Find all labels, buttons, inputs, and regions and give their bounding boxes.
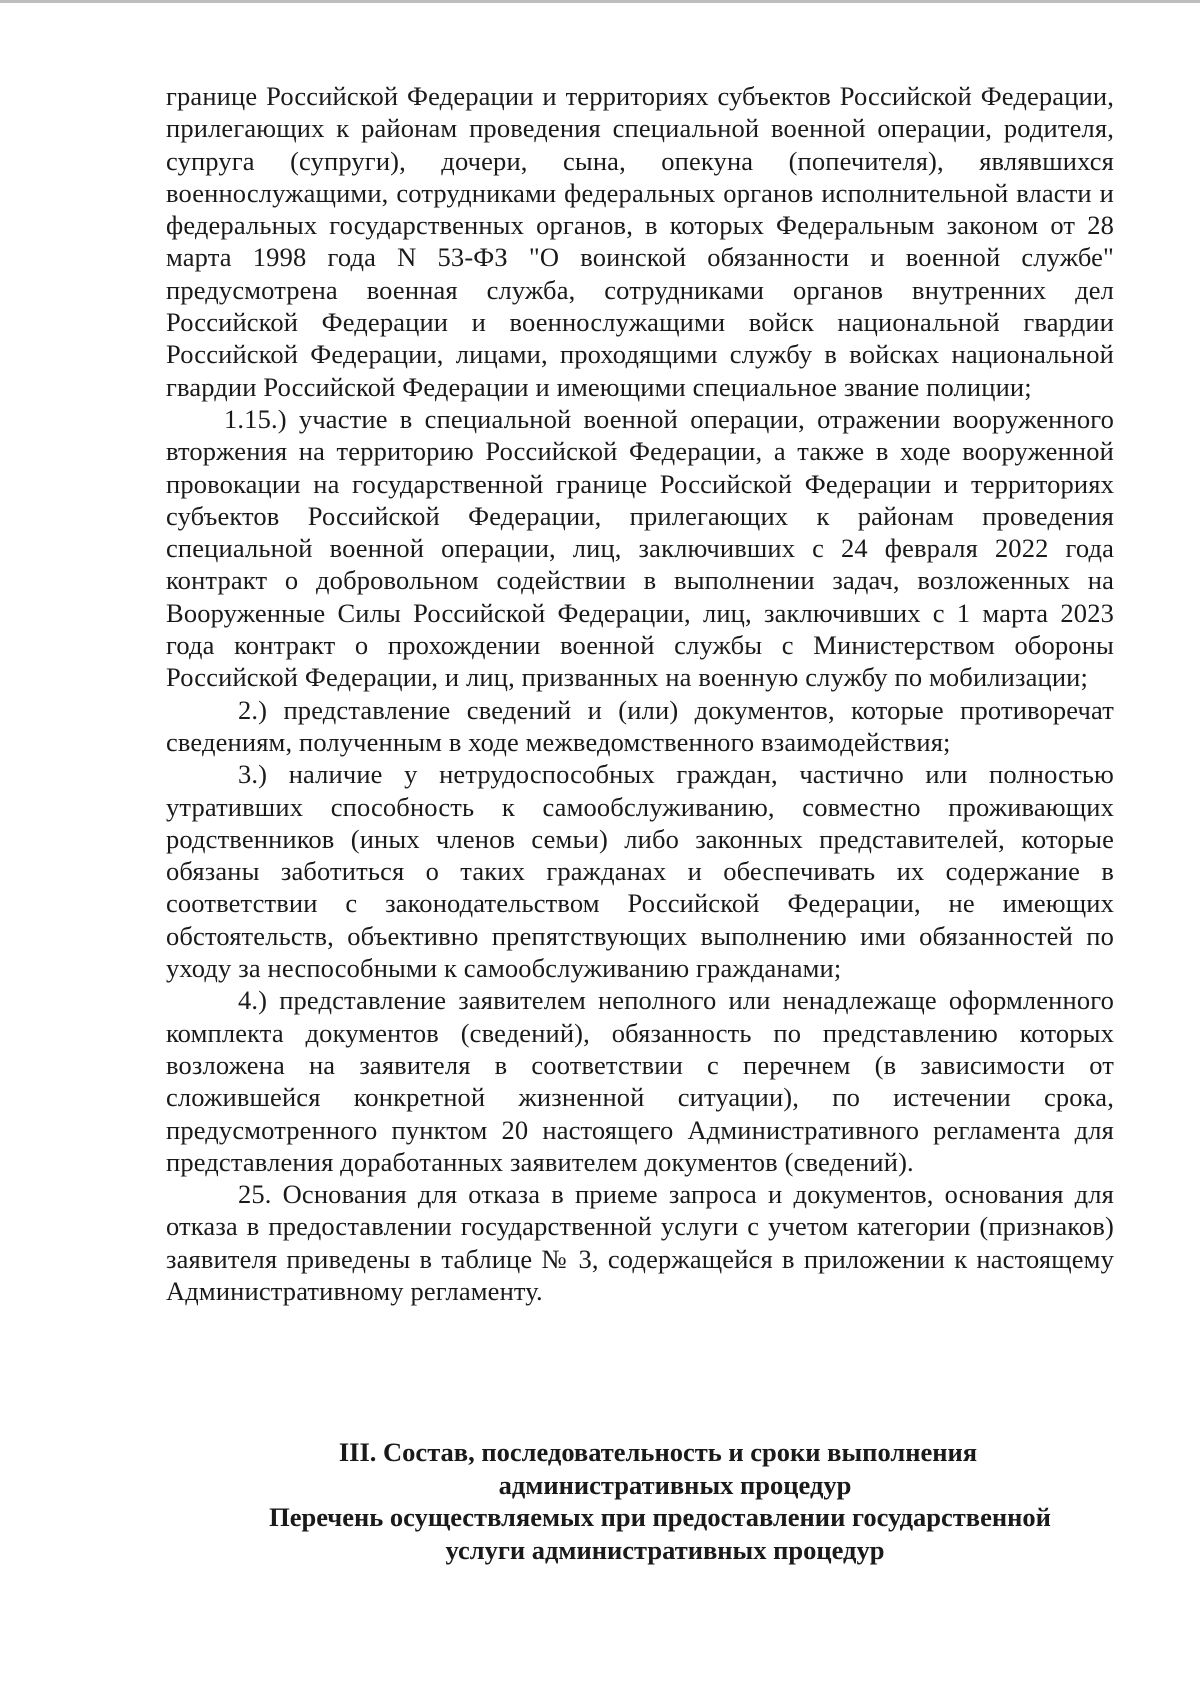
- paragraph-continuation: границе Российской Федерации и территориях субъектов Российской Федерации, прилегающих к районам проведения специальной военной операции, родителя, супруга (супруги), дочери, сына, опекуна (попечителя), являвшихся военнослужащими, сотрудниками федеральных органов исполнительной власти и федеральных государственных органов, в которых Федеральным законом от 28 марта 1998 года N 53-ФЗ "О воинской обязанности и военной службе" предусмотрена военная служба, сотрудниками органов внутренних дел Российской Федерации и военнослужащими войск национальной гвардии Российской Федерации, лицами, проходящими службу в войсках национальной гвардии Российской Федерации и имеющими специальное звание полиции;: [166, 81, 1114, 402]
- paragraph-25: 25. Основания для отказа в приеме запроса и документов, основания для отказа в предоставлении государственной услуги с учетом категории (признаков) заявителя приведены в таблице № 3, содержащейся в приложении к настоящему Административному регламенту.: [166, 1179, 1114, 1306]
- section-subtitle-line-1: Перечень осуществляемых при предоставлении государственной: [269, 1502, 1051, 1532]
- paragraph-item-1-15: 1.15.) участие в специальной военной операции, отражении вооруженного вторжения на территорию Российской Федерации, а также в ходе вооруженной провокации на государственной границе Российской Федерации и территориях субъектов Российской Федерации, прилегающих к районам проведения специальной военной операции, лиц, заключивших с 24 февраля 2022 года контракт о добровольном содействии в выполнении задач, возложенных на Вооруженные Силы Российской Федерации, лиц, заключивших с 1 марта 2023 года контракт о прохождении военной службы с Министерством обороны Российской Федерации, и лиц, призванных на военную службу по мобилизации;: [166, 403, 1114, 693]
- section-subtitle-line-2: услуги административных процедур: [445, 1534, 885, 1565]
- paragraph-item-2: 2.) представление сведений и (или) документов, которые противоречат сведениям, полученным в ходе межведомственного взаимодействия;: [166, 694, 1114, 757]
- paragraph-item-3: 3.) наличие у нетрудоспособных граждан, частично или полностью утративших способность к самообслуживанию, совместно проживающих родственников (иных членов семьи) либо законных представителей, которые обязаны заботиться о таких гражданах и обеспечивать их содержание в соответствии с законодательством Российской Федерации, не имеющих обстоятельств, объективно препятствующих выполнению ими обязанностей по уходу за неспособными к самообслуживанию гражданами;: [166, 759, 1114, 984]
- section-title-line-1: III. Состав, последовательность и сроки выполнения: [338, 1437, 978, 1467]
- section-title-line-2: административных процедур: [498, 1469, 852, 1500]
- document-body: [166, 80, 1114, 1307]
- scan-edge: [0, 0, 1200, 3]
- paragraph-item-4: 4.) представление заявителем неполного или ненадлежаще оформленного комплекта документов (сведений), обязанность по представлению которых возложена на заявителя в соответствии с перечнем (в зависимости от сложившейся конкретной жизненной ситуации), по истечении срока, предусмотренного пунктом 20 настоящего Административного регламента для представления доработанных заявителем документов (сведений).: [166, 985, 1114, 1177]
- section-heading: [166, 1436, 1114, 1566]
